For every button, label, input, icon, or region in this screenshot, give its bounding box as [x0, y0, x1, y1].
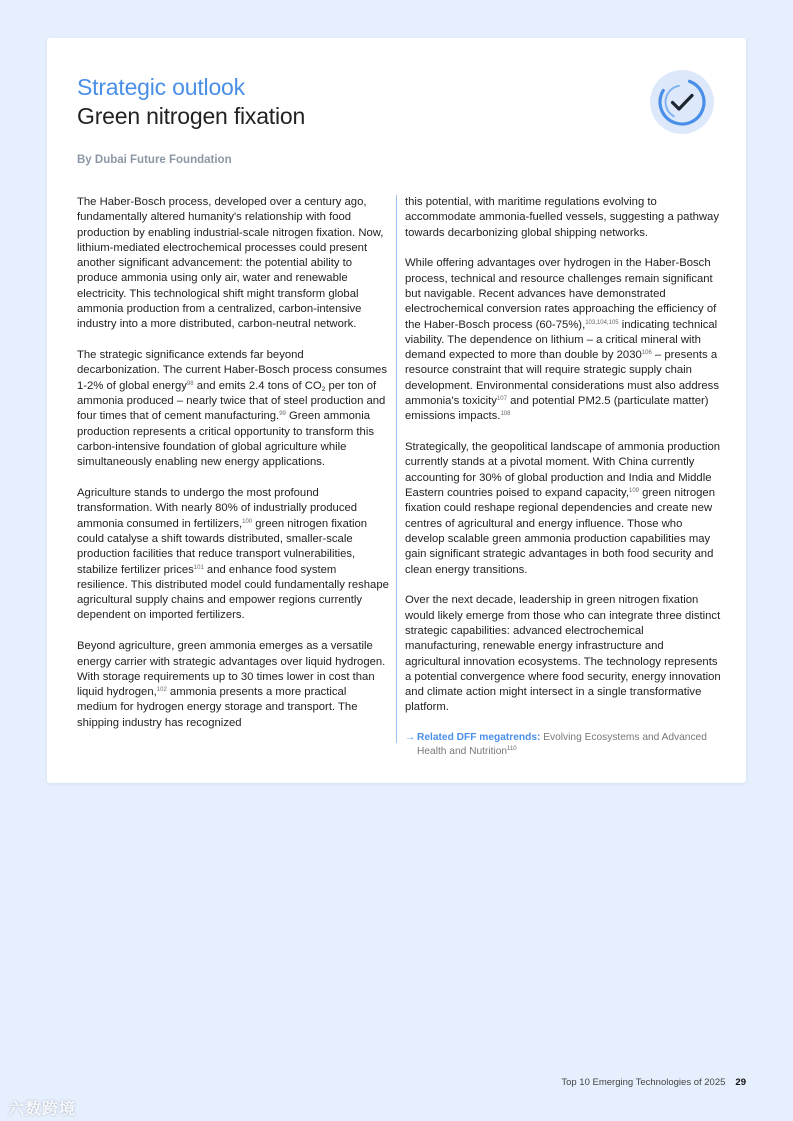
- footnote-ref: 99: [279, 411, 286, 418]
- footnote-ref: 110: [507, 745, 517, 752]
- byline: By Dubai Future Foundation: [77, 154, 232, 166]
- page-number: 29: [735, 1077, 746, 1088]
- section-kicker: Strategic outlook: [77, 74, 245, 100]
- text-run: Green ammonia production represents a critical opportunity to transform this carbon-intensive foundation of global agriculture while simultaneously enabling new energy applications.: [77, 410, 374, 469]
- paragraph: [77, 348, 389, 470]
- text-run: green nitrogen fixation could catalyse a shift towards distributed, smaller-scale production facilities that reduce transport vulnerabilities, stabilize fertilizer prices: [77, 517, 368, 576]
- text-run: – presents a resource constraint that will require strategic supply chain development. Environmental considerations must also address ammonia's toxicity: [405, 349, 719, 408]
- footnote-ref: 108: [500, 411, 511, 418]
- column-divider: [396, 195, 397, 743]
- paragraph: [405, 440, 721, 578]
- text-run: indicating technical viability. The dependence on lithium – a critical mineral with demand expected to more than double by 2030: [405, 318, 718, 362]
- watermark: 六数跨境: [8, 1101, 77, 1118]
- related-megatrends-link[interactable]: [405, 731, 721, 758]
- text-run: per ton of ammonia produced – nearly twice that of steel production and four times that of cement manufacturing.: [77, 379, 386, 423]
- footnote-ref: 109: [628, 488, 639, 495]
- paragraph: The Haber-Bosch process, developed over a century ago, fundamentally altered humanity's relationship with food production by enabling industrial-scale nitrogen fixation. Now, lithium-mediated electrochemical processes could present another significant advancement: the potential ability to produce ammonia using only air, water and renewable electricity. This technological shift might transform global ammonia production from a centralized, carbon-intensive industry into a more distributed, carbon-neutral network.: [77, 196, 384, 331]
- article-card: [47, 38, 746, 783]
- text-run: ammonia presents a more practical medium for hydrogen energy storage and transport. The shipping industry has recognized: [77, 686, 358, 729]
- checkmark-icon: [650, 70, 714, 134]
- related-text: [417, 731, 721, 758]
- text-run: and potential PM2.5 (particulate matter) emissions impacts.: [405, 395, 709, 423]
- page-title: Green nitrogen fixation: [77, 103, 306, 129]
- text-run: and emits 2.4 tons of CO: [193, 379, 322, 392]
- text-run: Beyond agriculture, green ammonia emerges as a versatile energy carrier with strategic advantages over liquid hydrogen. With storage requirements up to 30 times lower in cost than liquid hydrogen,: [77, 640, 386, 699]
- left-column: [77, 195, 389, 747]
- footnote-ref: 101: [193, 564, 204, 571]
- text-run: and enhance food system resilience. This distributed model could fundamentally reshape agricultural supply chains and empower regions currently dependent on imported fertilizers.: [77, 563, 389, 622]
- paragraph: [405, 256, 721, 424]
- text-run: Agriculture stands to undergo the most profound transformation. With nearly 80% of industrially produced ammonia consumed in fertilizers,: [77, 487, 358, 530]
- text-run: The strategic significance extends far beyond decarbonization. The current Haber-Bosch process consumes 1-2% of global energy: [77, 349, 387, 392]
- text-run: While offering advantages over hydrogen in the Haber-Bosch process, technical and resource challenges remain significant but navigable. Recent advances have demonstrated electrochemical conversion rates approaching the efficiency of the Haber-Bosch process (60-75%),: [405, 257, 717, 331]
- paragraph: this potential, with maritime regulations evolving to accommodate ammonia-fuelled vessels, suggesting a pathway towards decarbonizing global shipping networks.: [405, 196, 719, 239]
- footnote-ref: 106: [641, 350, 652, 357]
- right-column: [405, 195, 721, 758]
- subscript: 2: [321, 385, 326, 393]
- arrow-right-icon: →: [405, 732, 416, 744]
- page-footer: [561, 1077, 746, 1088]
- footnote-ref: 102: [156, 687, 167, 694]
- footnote-ref: 107: [496, 396, 507, 403]
- paragraph: [77, 486, 389, 624]
- report-title: Top 10 Emerging Technologies of 2025: [561, 1077, 726, 1088]
- footnote-ref: 103,104,105: [585, 319, 619, 326]
- paragraph: Over the next decade, leadership in green nitrogen fixation would likely emerge from those who can integrate three distinct strategic capabilities: advanced electrochemical manufacturing, renewable energy infrastructure and agricultural innovation ecosystems. The technology represents a potential convergence where food security, energy innovation and climate action might intersect in a single transformative platform.: [405, 594, 721, 714]
- related-topics: Evolving Ecosystems and Advanced Health and Nutrition: [417, 732, 707, 757]
- paragraph: [77, 639, 389, 731]
- related-label: Related DFF megatrends:: [417, 732, 541, 744]
- footnote-ref: 100: [242, 518, 253, 525]
- text-run: green nitrogen fixation could reshape regional dependencies and create new centres of agricultural and energy influence. Those who develop scalable green ammonia production capabilities may gain significant strategic advantages in both food security and clean energy transitions.: [405, 487, 715, 576]
- footnote-ref: 98: [186, 380, 194, 387]
- text-run: Strategically, the geopolitical landscape of ammonia production currently stands at a pivotal moment. With China currently accounting for 30% of global production and India and Middle Eastern countries poised to expand capacity,: [405, 441, 721, 500]
